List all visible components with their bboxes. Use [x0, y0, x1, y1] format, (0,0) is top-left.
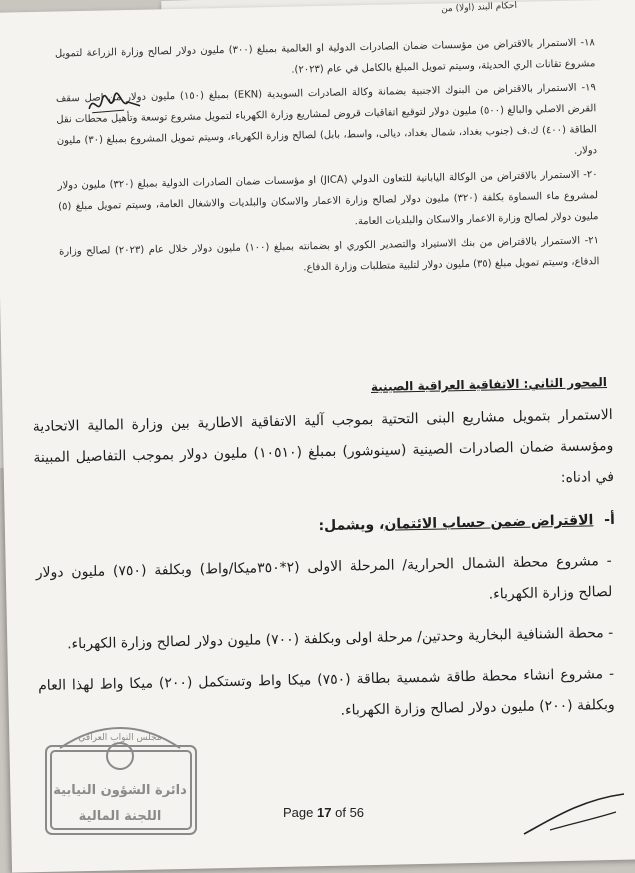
official-stamp-icon: [40, 718, 200, 838]
sub-heading-letter: أ-: [604, 511, 615, 529]
stamp-line-1: دائرة الشؤون النيابية: [53, 783, 187, 798]
stamp-top-text: مجلس النواب العراقي: [78, 733, 162, 743]
section-intro: الاستمرار بتمويل مشاريع البنى التحتية بموجب آلية الاتفاقية الاطارية بين وزارة المالية الاتحادية ومؤسسة ضمان الصادرات الصينية (سينوشور) بمبلغ (١٠٥١٠) مليون دولار بموجب التفاصيل المبينة في ادناه:: [32, 406, 615, 487]
sub-heading-suffix: ، ويشمل:: [318, 516, 385, 535]
page-prefix: Page: [283, 805, 314, 820]
signature-mark-icon: [84, 88, 145, 119]
signature-icon: [520, 790, 630, 840]
item-21: ٢١- الاستمرار بالاقتراض من بنك الاستيراد والتصدير الكوري او بضمانته بمبلغ (١٠٠) مليون دولار خلال عام (٢٠٢٣) لصالح وزارة الدفاع، وسيتم تمويل مبلغ (٣٥) مليون دولار لتلبية متطلبات وزارة الدفاع.: [58, 235, 600, 274]
page-number: [283, 805, 364, 820]
previous-page-header: احكام البند (اولا) من: [440, 0, 518, 15]
item-18: ١٨- الاستمرار بالاقتراض من مؤسسات ضمان الصادرات الدولية او العالمية بمبلغ (٣٠٠) مليون دولار لصالح وزارة الزراعة لتمويل مشروع تقانات الري الحديثة، وسيتم تمويل المبلغ بالكامل في عام (٢٠٢٣).: [54, 37, 596, 76]
page-separator: of: [335, 805, 346, 820]
item-19: ١٩- الاستمرار بالاقتراض من البنوك الاجنبية بضمانة وكالة الصادرات السويدية (EKN) بمبلغ (١٥٠) مليون دولار من اصل سقف القرض الاصلي والبالغ (٥٠٠) مليون دولار لتوقيع اتفاقيات قروض لمشاريع وزارة الكهرباء لتمويل مشروع توسعة وتأهيل محطات نقل الطاقة (٤٠٠) ك.ف (جنوب بغداد، شمال بغداد، ديالى، واسط، بابل) لصالح وزارة الكهرباء، وسيتم تمويل المشروع بمبلغ (٣٠) مليون دولار.: [55, 82, 598, 157]
item-20: ٢٠- الاستمرار بالاقتراض من الوكالة اليابانية للتعاون الدولي (JICA) او مؤسسات ضمان الصادرات الدولية بمبلغ (٣٢٠) مليون دولار لمشروع ماء السماوة بكلفة (٣٢٠) مليون دولار لصالح وزارة الاعمار والاسكان والبلديات والاشغال العامة، وسيتم تمويل مبلغ (٥) مليون دولار لصالح وزارة الاعمار والاسكان والبلديات العامة.: [57, 169, 599, 228]
section-body: [32, 400, 619, 733]
bullet-item: - مشروع انشاء محطة طاقة شمسية بطاقة (٧٥٠) ميكا واط وتستكمل (٢٠٠) ميكا واط لهذا العام وبكلفة (٢٠٠) مليون دولار لصالح وزارة الكهرباء.: [38, 659, 619, 733]
stamp-line-2: اللجنة المالية: [78, 809, 162, 824]
bullet-item: - محطة الشنافية البخارية وحدتين/ مرحلة اولى وبكلفة (٧٠٠) مليون دولار لصالح وزارة الكهرباء.: [37, 618, 618, 661]
bullet-item: - مشروع محطة الشمال الحرارية/ المرحلة الاولى (٢*٣٥٠ميكا/واط) وبكلفة (٧٥٠) مليون دولار لصالح وزارة الكهرباء.: [35, 546, 616, 620]
section-heading: المحور الثاني: الاتفاقية العراقية الصينية: [370, 375, 608, 394]
sub-heading: [35, 505, 616, 548]
items-block: [55, 32, 600, 286]
page-total: 56: [349, 805, 365, 820]
page-current: 17: [317, 805, 332, 820]
sub-heading-title: الاقتراض ضمن حساب الائتمان: [384, 512, 594, 533]
